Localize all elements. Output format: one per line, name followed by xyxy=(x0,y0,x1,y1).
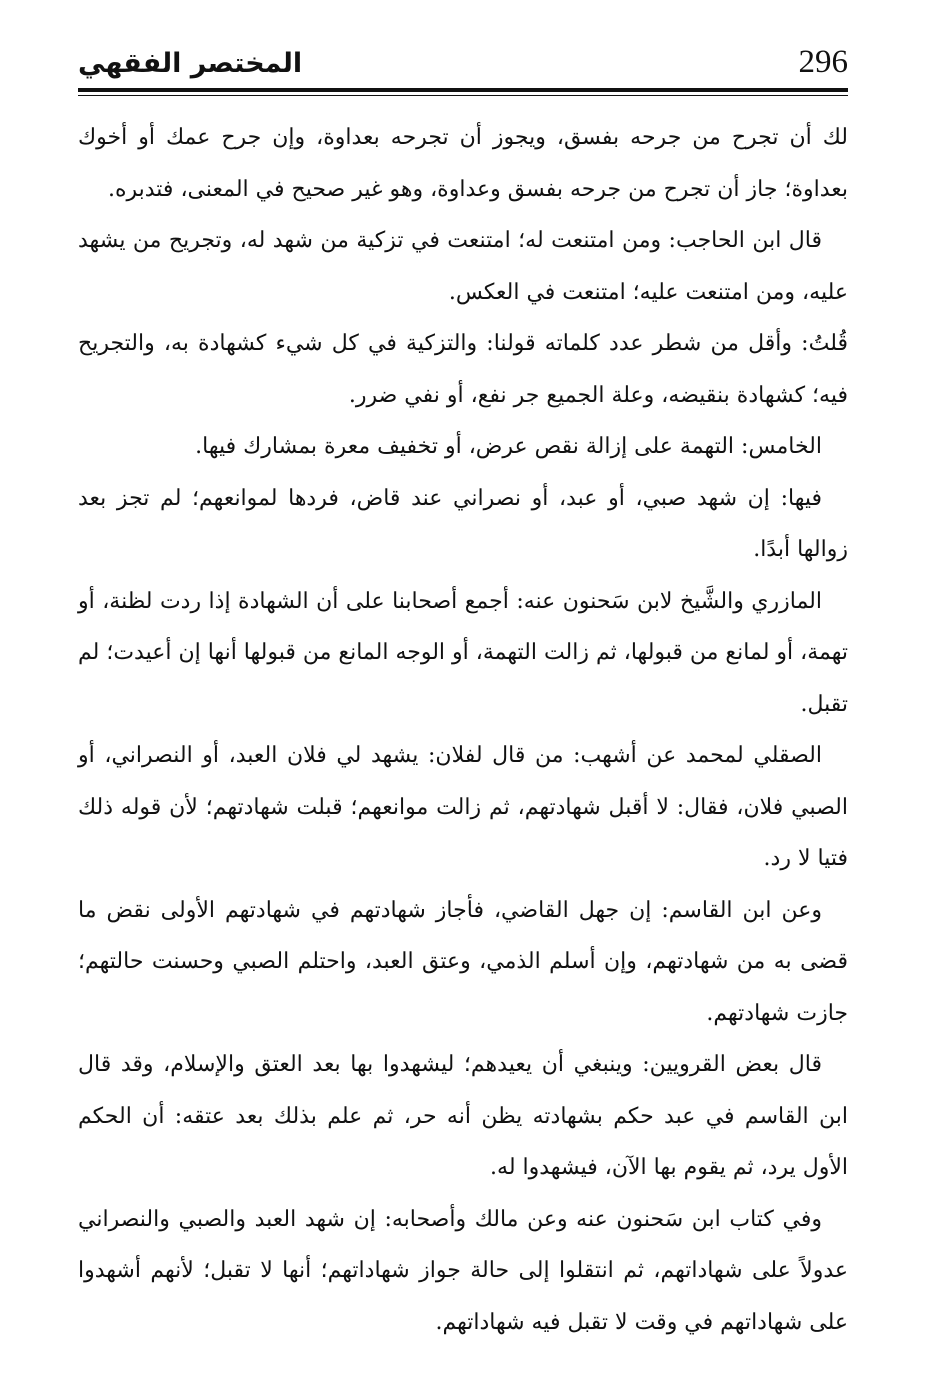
paragraph: فيها: إن شهد صبي، أو عبد، أو نصراني عند قاض، فردها لموانعهم؛ لم تجز بعد زوالها أبدًا. xyxy=(78,485,848,562)
header-rule-thin xyxy=(78,95,848,96)
paragraph: وفي كتاب ابن سَحنون عنه وعن مالك وأصحابه: إن شهد العبد والصبي والنصراني عدولاً على شهاداتهم، ثم انتقلوا إلى حالة جواز شهاداتهم؛ أنها لا تقبل؛ لأنهم أشهدوا على شهاداتهم في وقت لا تقبل فيه شهاداتهم. xyxy=(78,1206,848,1335)
header-rule-thick xyxy=(78,88,848,92)
paragraph: المازري والشَّيخ لابن سَحنون عنه: أجمع أصحابنا على أن الشهادة إذا ردت لظنة، أو تهمة، أو لمانع من قبولها، ثم زالت التهمة، أو الوجه المانع من قبولها أنها إن أعيدت؛ لم تقبل. xyxy=(78,588,848,717)
paragraph: قُلتُ: وأقل من شطر عدد كلماته قولنا: والتزكية في كل شيء كشهادة به، والتجريح فيه؛ كشهادة بنقيضه، وعلة الجميع جر نفع، أو نفي ضرر. xyxy=(78,331,848,408)
running-title: المختصر الفقهي xyxy=(78,48,303,79)
paragraph: قال بعض القرويين: وينبغي أن يعيدهم؛ ليشهدوا بها بعد العتق والإسلام، وقد قال ابن القاسم في عبد حكم بشهادته يظن أنه حر، ثم علم بذلك بعد عتقه: أن الحكم الأول يرد، ثم يقوم بها الآن، فيشهدوا له. xyxy=(78,1052,848,1180)
paragraph: لك أن تجرح من جرحه بفسق، ويجوز أن تجرحه بعداوة، وإن جرح عمك أو أخوك بعداوة؛ جاز أن تجرح من جرحه بفسق وعداوة، وهو غير صحيح في المعنى، فتدبره. xyxy=(78,125,848,202)
page-header xyxy=(78,38,848,88)
paragraph: الخامس: التهمة على إزالة نقص عرض، أو تخفيف معرة بمشارك فيها. xyxy=(195,434,822,459)
page-number: 296 xyxy=(798,44,848,80)
paragraph: وعن ابن القاسم: إن جهل القاضي، فأجاز شهادتهم في شهادتهم الأولى نقض ما قضى به من شهادتهم، وإن أسلم الذمي، وعتق العبد، واحتلم الصبي وحسنت حالتهم؛ جازت شهادتهم. xyxy=(78,897,848,1026)
paragraph: قال ابن الحاجب: ومن امتنعت له؛ امتنعت في تزكية من شهد له، وتجريح من يشهد عليه، ومن امتنعت عليه؛ امتنعت في العكس. xyxy=(78,228,848,305)
paragraph: الصقلي لمحمد عن أشهب: من قال لفلان: يشهد لي فلان العبد، أو النصراني، أو الصبي فلان، فقال: لا أقبل شهادتهم، ثم زالت موانعهم؛ قبلت شهادتهم؛ لأن قوله ذلك فتيا لا رد. xyxy=(78,743,848,871)
body-text xyxy=(78,112,848,1348)
